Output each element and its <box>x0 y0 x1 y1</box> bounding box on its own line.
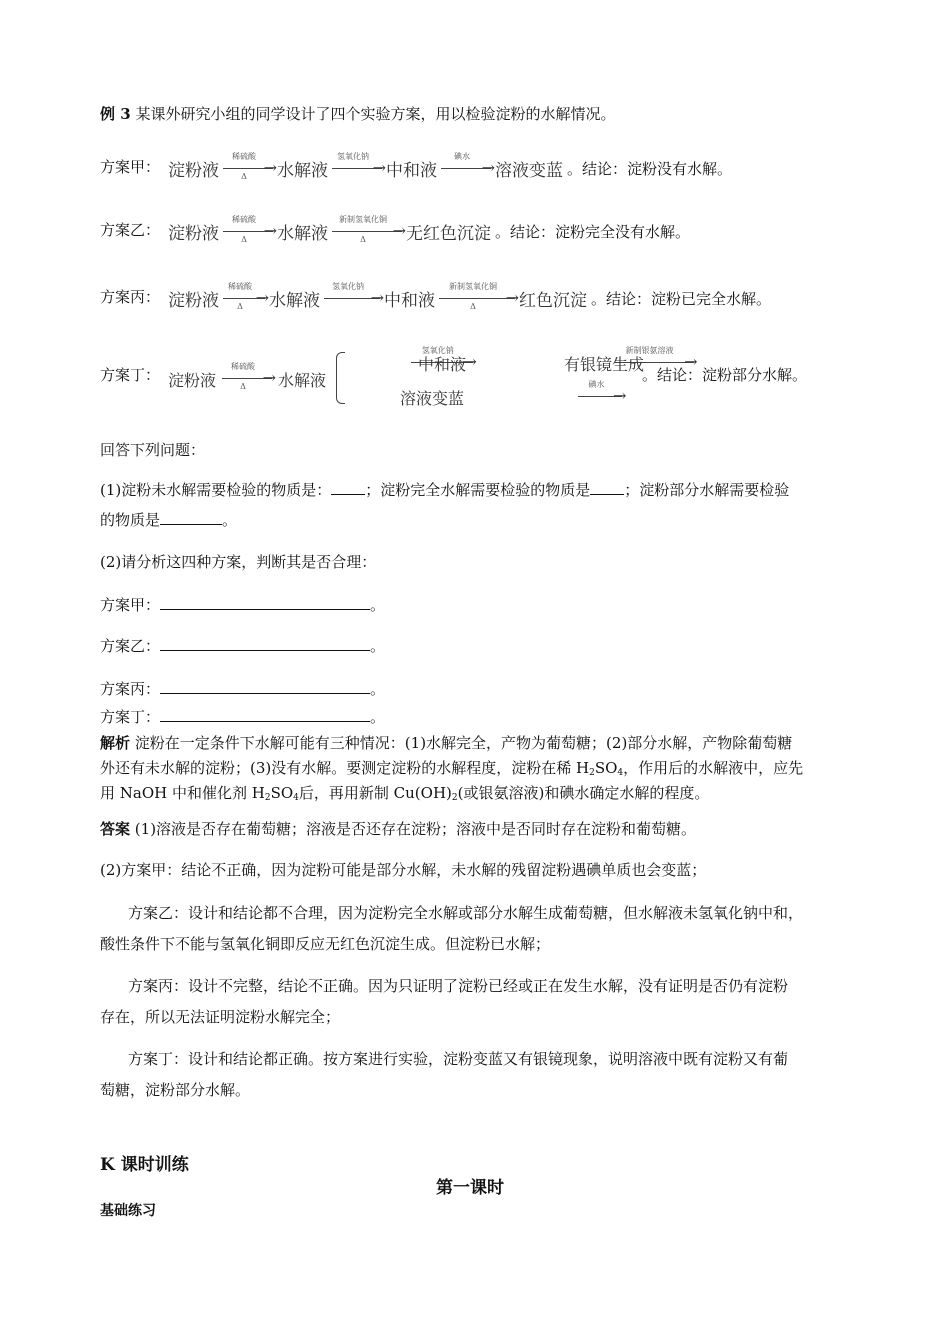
substance: 中和液 <box>384 290 435 311</box>
question-1: (1)淀粉未水解需要检验的物质是： ；淀粉完全水解需要检验的物质是 ；淀粉部分水解需要检验 <box>100 481 790 499</box>
answer-line-2: (2)方案甲：结论不正确，因为淀粉可能是部分水解，未水解的残留淀粉遇碘单质也会变蓝； <box>100 861 707 879</box>
fill-line-bing: 方案丙： 。 <box>100 680 386 698</box>
reaction-arrow: 稀硫酸 → Δ <box>219 146 277 190</box>
substance: 红色沉淀 <box>519 290 587 311</box>
answer-blank[interactable] <box>160 510 222 525</box>
answer-line-7: 方案丁：设计和结论都正确。按方案进行实验，淀粉变蓝又有银镜现象，说明溶液中既有淀粉又有葡 <box>128 1050 789 1068</box>
answer-line-3: 方案乙：设计和结论都不合理，因为淀粉完全水解或部分水解生成葡萄糖，但水解液未氢氧化钠中和， <box>128 904 804 922</box>
scheme-bing <box>100 276 860 320</box>
answer-label: 答案 <box>100 820 131 838</box>
answer-line-4: 酸性条件下不能与氢氧化铜即反应无红色沉淀生成。但淀粉已水解； <box>100 935 551 953</box>
analysis-line-2: 外还有未水解的淀粉；(3)没有水解。要测定淀粉的水解程度，淀粉在稀 $H_2SO_4$，作用后的水解液中，应先 <box>100 759 804 778</box>
reaction-arrow: 稀硫酸 → Δ <box>218 356 276 400</box>
scheme-name: 方案丁： <box>100 366 161 384</box>
substance: 水解液 <box>269 290 320 311</box>
reaction-chain <box>168 146 732 190</box>
answer-line-5: 方案丙：设计不完整，结论不正确。因为只证明了淀粉已经或正在发生水解，没有证明是否仍有淀粉 <box>128 977 789 995</box>
reaction-arrow: 新制银氨溶液 → <box>610 340 698 384</box>
scheme-yi <box>100 209 860 253</box>
reaction-arrow: 稀硫酸 → Δ <box>219 276 269 320</box>
substance: 淀粉液 <box>168 371 217 390</box>
substance: 溶液变蓝 <box>495 160 563 181</box>
substance: 中和液 <box>386 160 437 181</box>
example-heading <box>100 104 615 124</box>
substance: 水解液 <box>277 223 328 244</box>
fill-line-jia: 方案甲： 。 <box>100 596 386 614</box>
reaction-arrow: 碘水 → <box>437 146 495 190</box>
lesson-title: 第一课时 <box>436 1178 504 1198</box>
substance: 水解液 <box>278 371 327 390</box>
section-title: K 课时训练 <box>100 1155 189 1175</box>
analysis-label: 解析 <box>100 734 131 752</box>
scheme-name: 方案丙： <box>100 288 161 306</box>
basic-practice-heading: 基础练习 <box>100 1203 156 1219</box>
question-1-cont: 的物质是 。 <box>100 511 238 529</box>
scheme-jia <box>100 146 860 190</box>
scheme-conclusion: 。结论：淀粉没有水解。 <box>567 159 733 178</box>
answer-blank[interactable] <box>160 707 370 722</box>
substance: 无红色沉淀 <box>406 223 491 244</box>
reaction-arrow: 新制氢氧化铜 → Δ <box>435 276 519 320</box>
example-text: 某课外研究小组的同学设计了四个实验方案，用以检验淀粉的水解情况。 <box>135 105 616 123</box>
answer-blank[interactable] <box>160 636 370 651</box>
branch-brace <box>336 352 345 404</box>
substance: 淀粉液 <box>168 160 219 181</box>
scheme-conclusion: 。结论：淀粉已完全水解。 <box>591 289 772 308</box>
fill-line-yi: 方案乙： 。 <box>100 637 386 655</box>
answer-blank[interactable] <box>331 480 365 495</box>
substance: 中和液 <box>418 355 467 374</box>
scheme-name: 方案乙： <box>100 221 161 239</box>
substance: 溶液变蓝 <box>400 389 465 408</box>
reaction-arrow: 新制氢氧化铜 → Δ <box>328 209 406 253</box>
substance: 水解液 <box>277 160 328 181</box>
scheme-name: 方案甲： <box>100 158 161 176</box>
analysis-line-1: 解析 淀粉在一定条件下水解可能有三种情况：(1)水解完全，产物为葡萄糖；(2)部分水解，产物除葡萄糖 <box>100 734 793 752</box>
example-label: 例 3 <box>100 105 131 123</box>
reaction-chain <box>168 209 690 253</box>
answer-blank[interactable] <box>160 679 370 694</box>
substance: 有银镜生成 <box>564 355 645 374</box>
answer-line-8: 萄糖，淀粉部分水解。 <box>100 1081 251 1099</box>
analysis-line-3: 用 NaOH 中和催化剂 $H_2SO_4$后，再用新制 $Cu(OH)_2$(或银氨溶液)和碘水确定水解的程度。 <box>100 784 710 803</box>
scheme-conclusion: 。结论：淀粉部分水解。 <box>642 366 808 384</box>
reaction-arrow: 稀硫酸 → Δ <box>219 209 277 253</box>
reaction-arrow: 碘水 → <box>574 374 626 418</box>
scheme-conclusion: 。结论：淀粉完全没有水解。 <box>495 222 691 241</box>
scheme-ding <box>100 340 860 412</box>
reaction-arrow: 氢氧化钠 → <box>328 146 386 190</box>
answer-line-1: 答案 (1)溶液是否存在葡萄糖；溶液是否还存在淀粉；溶液中是否同时存在淀粉和葡萄糖。 <box>100 820 697 838</box>
reaction-arrow: 氢氧化钠 → <box>320 276 384 320</box>
substance: 淀粉液 <box>168 290 219 311</box>
reaction-chain <box>168 276 771 320</box>
answer-blank[interactable] <box>160 595 370 610</box>
substance: 淀粉液 <box>168 223 219 244</box>
answer-line-6: 存在，所以无法证明淀粉水解完全； <box>100 1008 341 1026</box>
reaction-arrow: 氢氧化钠 → <box>407 340 477 384</box>
answer-blank[interactable] <box>590 480 624 495</box>
question-2: (2)请分析这四种方案，判断其是否合理： <box>100 553 377 571</box>
fill-line-ding: 方案丁： 。 <box>100 708 386 726</box>
answer-prompt: 回答下列问题： <box>100 441 206 459</box>
